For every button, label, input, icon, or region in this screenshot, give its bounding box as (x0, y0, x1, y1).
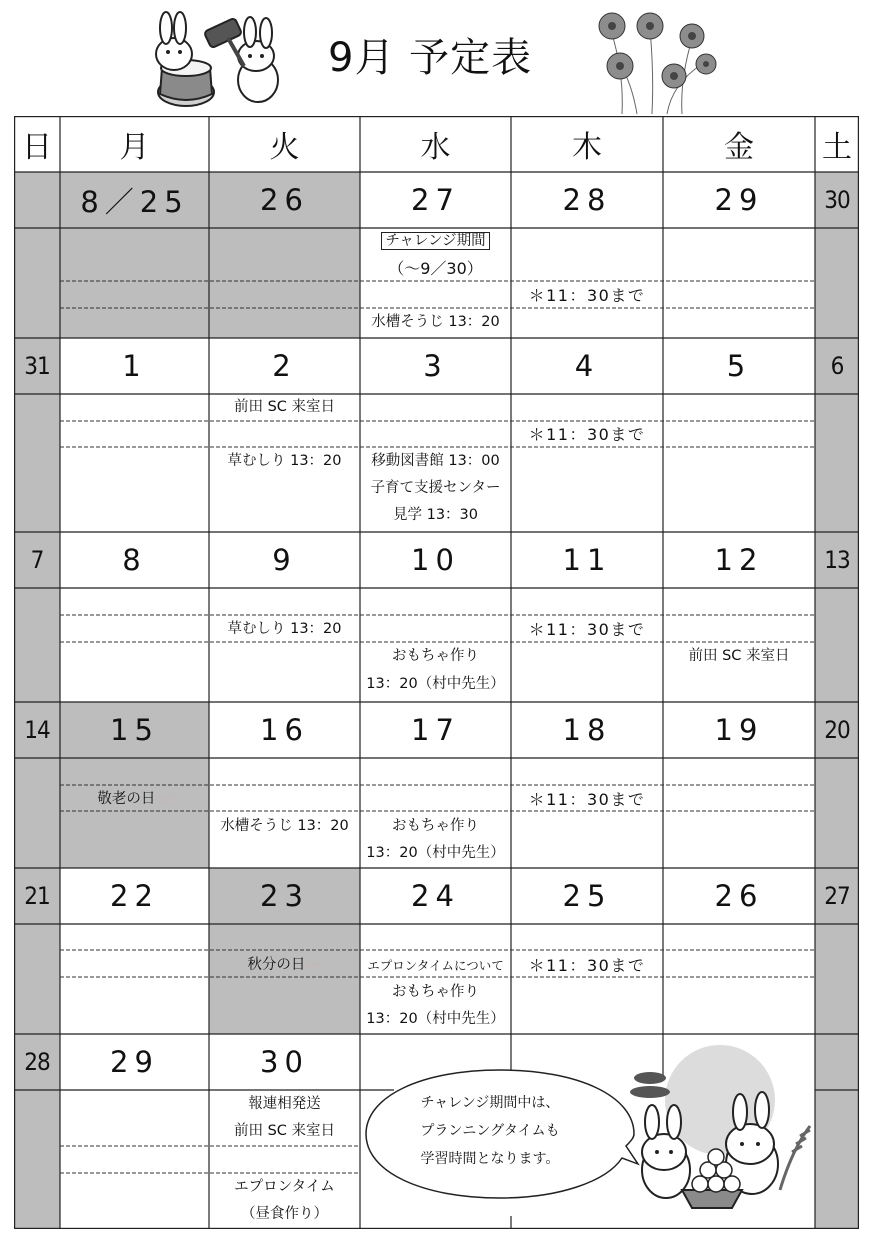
event-label (209, 952, 360, 979)
date-cell: 19 (714, 713, 764, 747)
date-cell: 6 (830, 352, 844, 380)
date-cell: 10 (411, 543, 460, 577)
page-title: 9月 予定表 (328, 35, 533, 81)
event-label: 水槽そうじ 13：20 (371, 314, 500, 330)
event-label: ＊11：30まで (528, 790, 646, 809)
event-holiday-respect-aged: 敬老の日 (97, 791, 156, 807)
event-label: 前田 SC 来室日 (233, 399, 336, 415)
date-cell: 4 (574, 349, 600, 383)
date-cell: 7 (30, 546, 44, 574)
bubble-line: チャレンジ期間中は、 (420, 1095, 560, 1111)
weekday-thu: 木 (572, 130, 602, 165)
event-label: おもちゃ作り (392, 818, 479, 834)
date-cell: 15 (110, 713, 159, 747)
event-label: エプロンタイム (234, 1179, 335, 1195)
event-label: 見学 13：30 (392, 507, 478, 523)
date-cell: 11 (562, 543, 612, 577)
event-label: 報連相発送 (248, 1096, 321, 1112)
event-label: 13：20（村中先生） (366, 845, 505, 861)
date-cell: 26 (714, 879, 764, 913)
event-label: ＊11：30まで (528, 425, 646, 444)
heart-icon: ♡♡ (155, 796, 172, 806)
date-cell: 26 (260, 183, 309, 217)
heart-icon: ♡♡ (305, 962, 322, 972)
date-cell: 24 (411, 879, 460, 913)
date-cell: 5 (726, 349, 752, 383)
event-label: 草むしり 13：20 (227, 621, 342, 637)
weekday-tue: 火 (269, 130, 300, 165)
weekday-sun: 日 (22, 130, 52, 165)
date-cell: 14 (24, 716, 50, 744)
event-label: 子育て支援センター (370, 480, 501, 496)
date-cell: 27 (411, 183, 460, 217)
date-cell: 23 (260, 879, 309, 913)
event-challenge-period: チャレンジ期間 (381, 232, 489, 250)
event-label: ＊11：30まで (528, 286, 646, 305)
speech-bubble-text (370, 1089, 610, 1173)
cosmos-flowers-illustration (582, 4, 732, 114)
event-label: 13：20（村中先生） (366, 1011, 505, 1027)
date-cell: 13 (824, 546, 850, 574)
date-cell: 9 (272, 543, 297, 577)
date-cell: 22 (110, 879, 159, 913)
event-label: （昼食作り） (241, 1206, 328, 1222)
event-label: おもちゃ作り (392, 984, 479, 1000)
date-cell: 28 (24, 1048, 50, 1076)
bubble-line: プランニングタイムも (420, 1123, 560, 1139)
event-label: おもちゃ作り (392, 648, 479, 664)
rabbits-pounding-mochi-illustration (140, 6, 300, 110)
event-label: 13：20（村中先生） (366, 676, 505, 692)
date-cell: 21 (24, 882, 50, 910)
date-cell: 31 (24, 352, 50, 380)
date-cell: 29 (110, 1045, 159, 1079)
date-cell: 16 (260, 713, 309, 747)
event-challenge-range: （～9／30） (388, 259, 483, 278)
date-cell: 20 (824, 716, 850, 744)
date-cell: 12 (714, 543, 764, 577)
weekday-sat: 土 (822, 130, 852, 165)
weekday-mon: 月 (119, 130, 150, 165)
event-label: 前田 SC 来室日 (233, 1123, 336, 1139)
date-cell: 8 (122, 543, 147, 577)
date-cell: 18 (562, 713, 612, 747)
event-label (60, 786, 209, 813)
date-cell: 1 (122, 349, 147, 383)
date-cell: 3 (423, 349, 448, 383)
event-label: ＊11：30まで (528, 620, 646, 639)
weekday-fri: 金 (724, 130, 754, 165)
event-label: 移動図書館 13：00 (371, 453, 500, 469)
date-cell: 2 (272, 349, 297, 383)
date-cell: 25 (562, 879, 612, 913)
event-holiday-equinox: 秋分の日 (247, 957, 306, 973)
rabbits-moon-dango-illustration (620, 1040, 820, 1215)
bubble-line: 学習時間となります。 (420, 1151, 560, 1167)
date-cell: 17 (411, 713, 460, 747)
date-cell: 29 (714, 183, 764, 217)
event-label: ＊11：30まで (528, 956, 646, 975)
event-label: 水槽そうじ 13：20 (220, 818, 349, 834)
date-cell: 28 (562, 183, 612, 217)
date-cell: 8／25 (80, 184, 189, 219)
date-cell: 27 (824, 882, 850, 910)
event-label (360, 228, 511, 255)
date-cell: 30 (260, 1045, 309, 1079)
event-label: エプロンタイムについて (367, 958, 504, 973)
page-header (0, 0, 875, 115)
date-cell: 30 (824, 186, 850, 214)
event-label: 草むしり 13：20 (227, 453, 342, 469)
weekday-wed: 水 (420, 130, 451, 165)
event-label: 前田 SC 来室日 (688, 648, 790, 664)
